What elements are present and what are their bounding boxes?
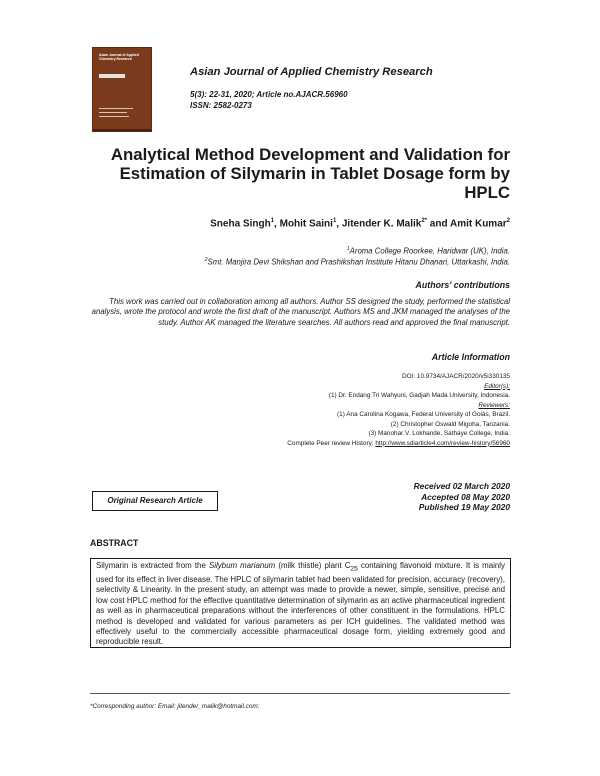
cover-text-line xyxy=(99,112,127,113)
author-separator: , xyxy=(274,218,280,230)
author-affiliation-mark: 1 xyxy=(270,218,275,224)
reviewer-entry: (2) Christopher Oswald Migoha, Tanzania. xyxy=(390,420,510,428)
author-affiliation-mark: 2* xyxy=(421,218,427,224)
author-affiliation-mark: 1 xyxy=(332,218,337,224)
footnote-divider xyxy=(90,693,510,694)
reviewer-entry: (1) Ana Carolina Kogawa, Federal University of Goiás, Brazil. xyxy=(337,411,510,418)
author-separator: , xyxy=(336,218,342,230)
author-list xyxy=(210,218,510,229)
affiliation xyxy=(205,257,510,267)
abstract-text: (milk thistle) plant C xyxy=(275,561,351,570)
author-affiliation-mark: 2 xyxy=(506,218,510,224)
journal-citation: 5(3): 22-31, 2020; Article no.AJACR.56960 xyxy=(190,90,348,99)
peer-review-link[interactable]: http://www.sdiarticle4.com/review-history/56960 xyxy=(375,439,510,447)
cover-title: Asian Journal of Applied Chemistry Research xyxy=(99,53,139,61)
journal-name: Asian Journal of Applied Chemistry Research xyxy=(190,66,433,78)
publication-dates xyxy=(414,481,510,513)
cover-text-line xyxy=(99,108,133,109)
cover-logo-bar xyxy=(99,74,125,78)
contributions-text: This work was carried out in collaboration among all authors. Author SS designed the study, performed the statistical analysis, wrote the protocol and wrote the first draft of the manuscript. Authors MS and JKM managed the analyses of the study. Author AK managed the literature searches. All authors read and approved the final manuscript. xyxy=(91,297,510,327)
article-info-heading: Article Information xyxy=(431,352,510,362)
abstract-body xyxy=(90,558,511,648)
affiliation xyxy=(347,246,510,256)
peer-review-history xyxy=(210,439,510,449)
accepted-date: Accepted 08 May 2020 xyxy=(421,491,510,502)
cover-text-line xyxy=(99,116,129,117)
published-date: Published 19 May 2020 xyxy=(418,502,510,512)
journal-cover-thumbnail xyxy=(92,47,152,132)
affiliation-text: Aroma College Roorkee, Haridwar (UK), India. xyxy=(349,246,510,256)
abstract-text: Silymarin is extracted from the xyxy=(96,561,209,570)
affiliation-number: 2 xyxy=(204,257,208,263)
editors-label: Editor(s): xyxy=(484,382,510,390)
article-info xyxy=(210,372,510,448)
corresponding-author-footnote: *Corresponding author: Email: jitender_malik@hotmail.com; xyxy=(90,703,260,710)
abstract-text: containing flavonoid mixture. It is mainly used for its effect in liver disease. The HPLC of silymarin tablet had been validated for precision, accuracy (recovery), selectivity & Linearity. In the present study, an attempt was made to provide a newer, simple, sensitive, precise and low cost HPLC method for the effective quantitative determination of silymarin as an active pharmaceutical ingredient as well as in pharmaceutical preparations without the interferences of other constituent in the formulations. HPLC method is developed and validated for various parameters as per ICH guidelines. The validated method was effectively useful to the commercially accessible pharmaceutical dosage form, yielding extremely good and reproducible result. xyxy=(96,561,505,647)
reviewers-label: Reviewers: xyxy=(478,401,510,409)
doi: DOI: 10.9734/AJACR/2020/v5i330135 xyxy=(401,373,510,380)
journal-issn: ISSN: 2582-0273 xyxy=(190,101,252,110)
author-name: Amit Kumar xyxy=(449,218,507,230)
reviewer-entry: (3) Manohar V. Lokhande, Sathaye College, India. xyxy=(368,430,510,437)
contributions-heading: Authors' contributions xyxy=(415,280,510,290)
affiliation-number: 1 xyxy=(346,246,350,252)
abstract-heading: ABSTRACT xyxy=(90,538,139,548)
affiliation-text: Smt. Manjira Devi Shikshan and Prashikshan Institute Hitanu Dhanari, Uttarkashi, India. xyxy=(207,257,510,267)
author-name: Jitender K. Malik xyxy=(341,218,422,230)
article-type-badge: Original Research Article xyxy=(92,491,218,511)
peer-review-label: Complete Peer review History: xyxy=(287,439,374,447)
editor-entry: (1) Dr. Endang Tri Wahyuni, Gadjah Mada University, Indonesia. xyxy=(328,392,510,399)
cover-bottom-strip xyxy=(93,129,151,131)
author-name: Sneha Singh xyxy=(210,218,271,230)
received-date: Received 02 March 2020 xyxy=(413,481,510,491)
paper-title: Analytical Method Development and Validation for Estimation of Silymarin in Tablet Dosage form by HPLC xyxy=(110,145,510,202)
abstract-subscript: 25 xyxy=(350,565,358,573)
author-separator: and xyxy=(427,218,450,230)
abstract-species-name: Silybum marianum xyxy=(208,561,276,570)
author-name: Mohit Saini xyxy=(279,218,333,230)
